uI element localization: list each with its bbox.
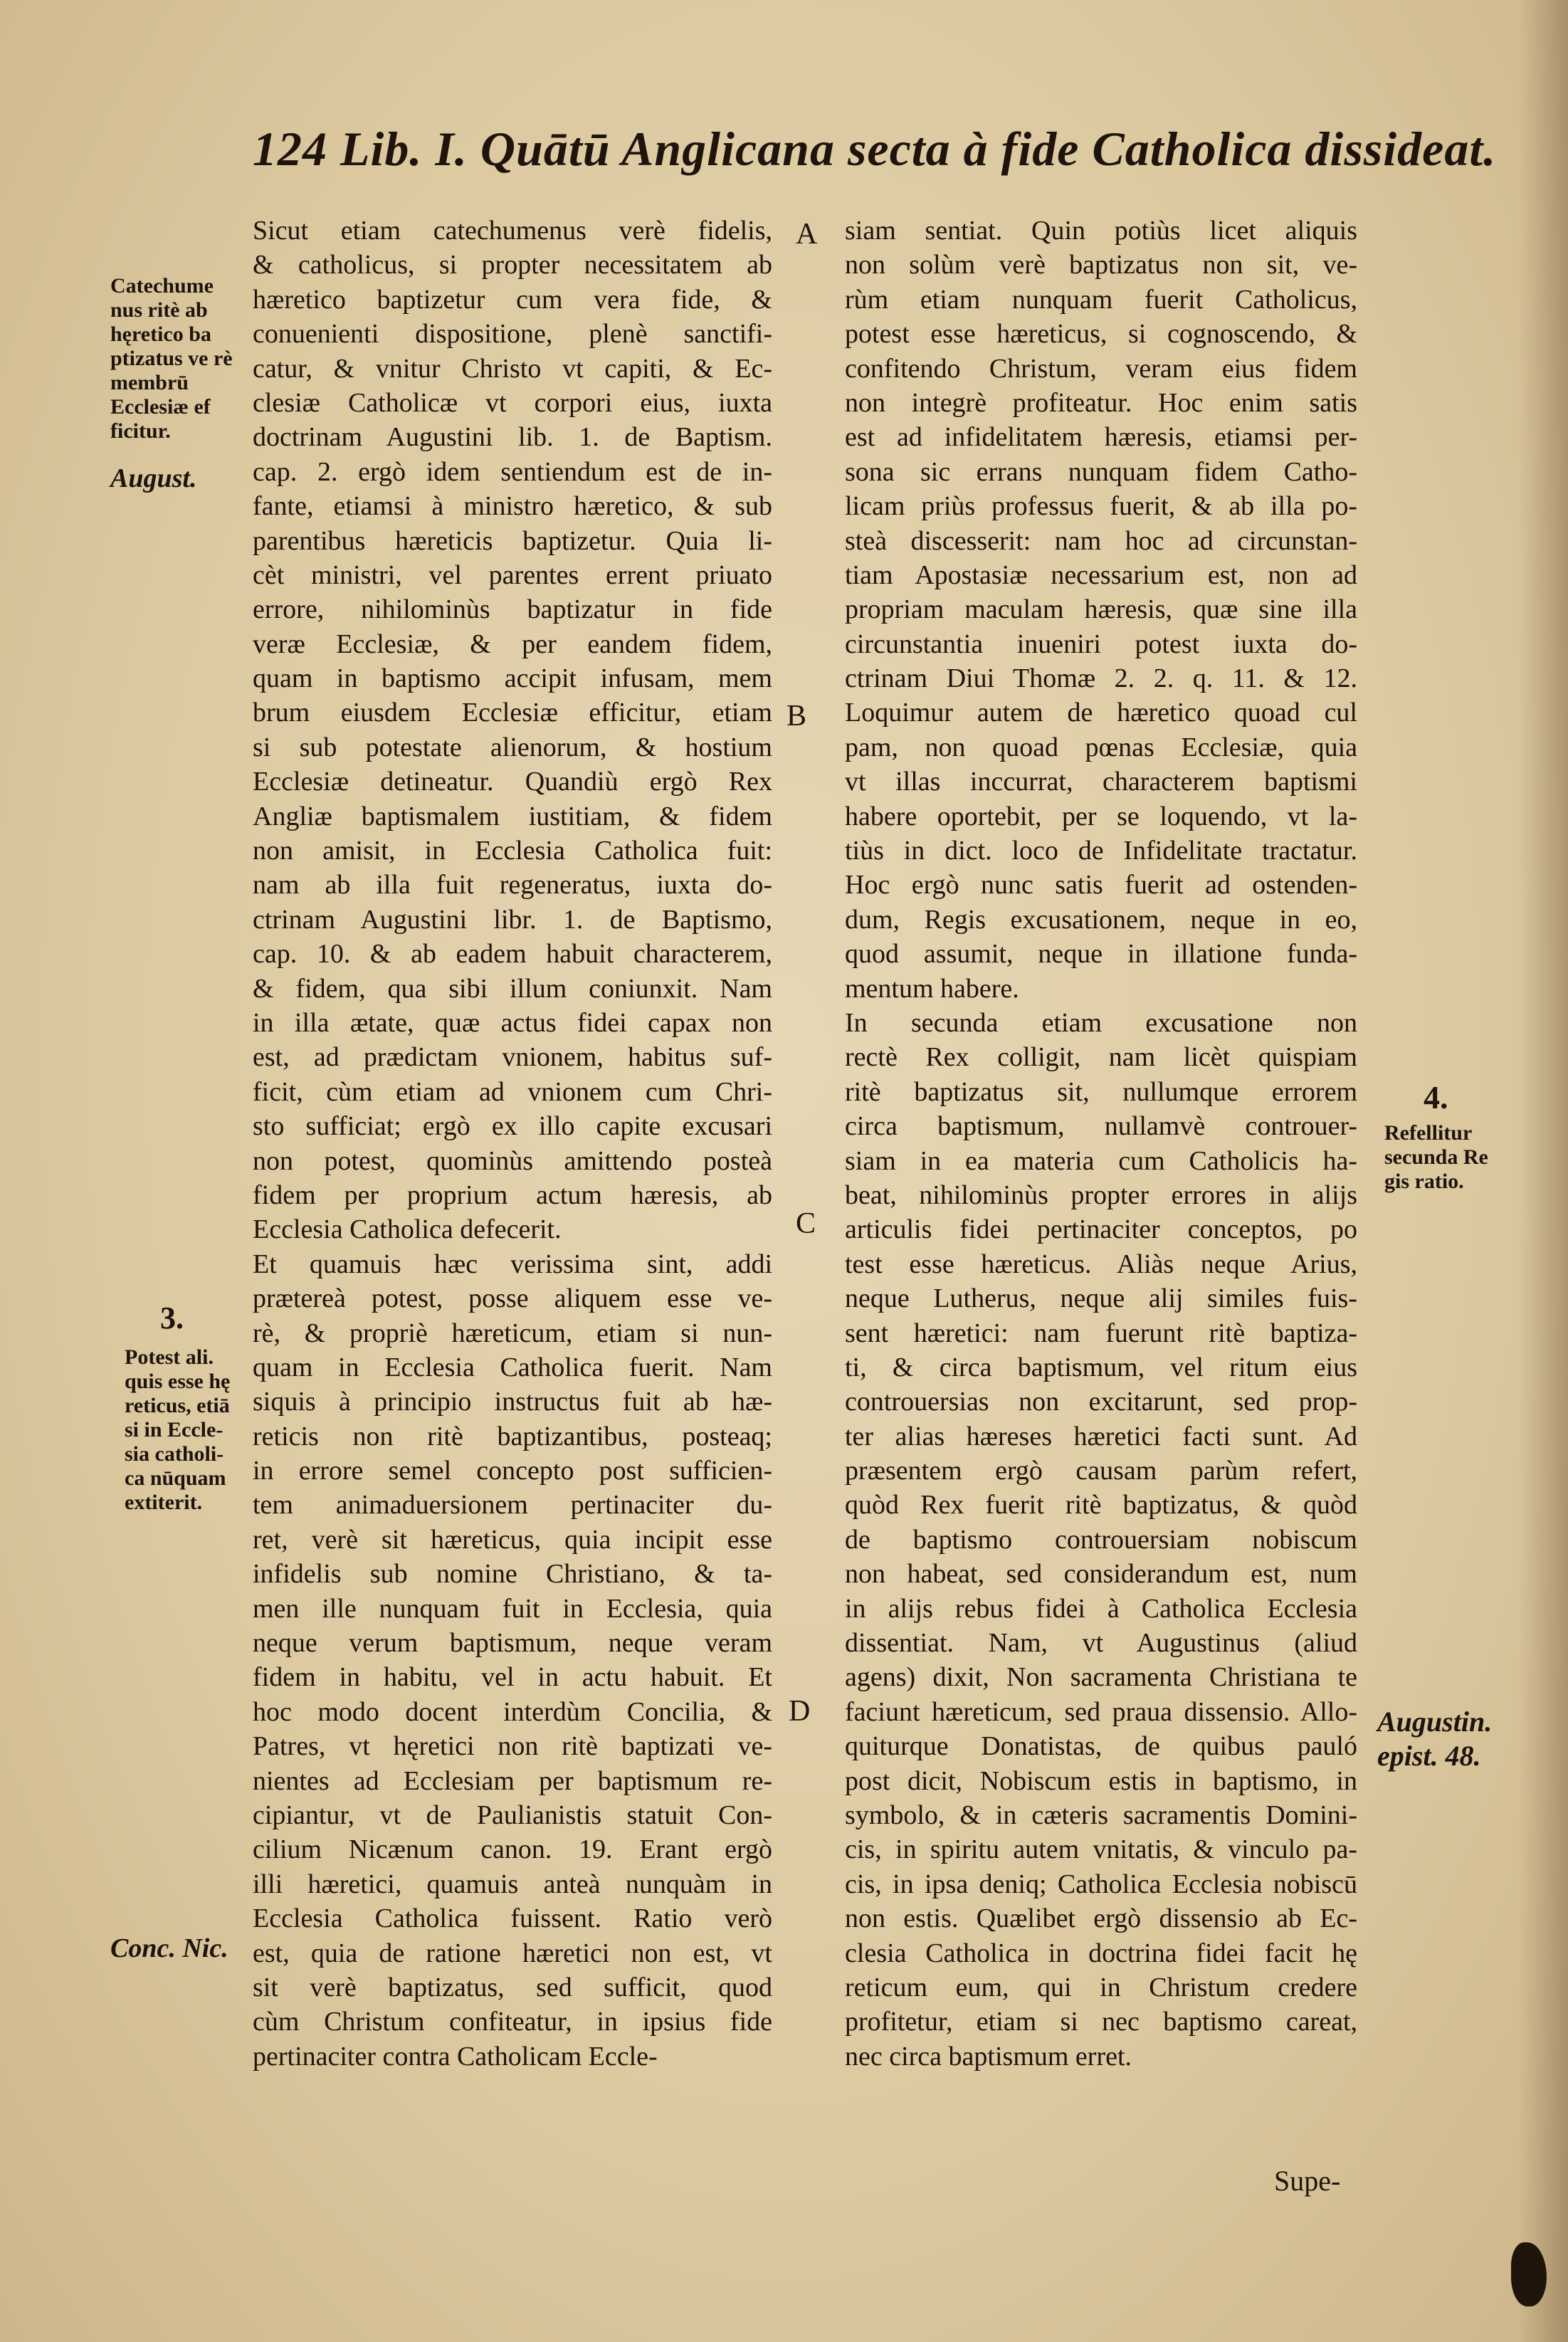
text-line: nam ab illa fuit regeneratus, iuxta do- [253,870,772,900]
margin-note-refellitur: Refellitur secunda Re gis ratio. [1384,1121,1488,1193]
text-line: test esse hæreticus. Aliàs neque Arius, [845,1249,1357,1279]
text-line: sent hæretici: nam fuerunt ritè baptiza- [845,1318,1357,1348]
text-line: quam in Ecclesia Catholica fuerit. Nam [253,1352,772,1382]
text-line: in alijs rebus fidei à Catholica Ecclesia [845,1593,1357,1624]
text-line: de baptismo controuersiam nobiscum [845,1524,1357,1555]
text-line: catur, & vnitur Christo vt capiti, & Ec- [253,353,772,384]
text-line: Ecclesiæ detineatur. Quandiù ergò Rex [253,767,772,797]
text-line: ret, verè sit hæreticus, quia incipit esse [253,1524,772,1555]
text-line: Sicut etiam catechumenus verè fidelis, [253,216,772,246]
text-line: sit verè baptizatus, sed sufficit, quod [253,1972,772,2002]
text-line: post dicit, Nobiscum estis in baptismo, in [845,1765,1357,1796]
text-line: si sub potestate alienorum, & hostium [253,732,772,762]
text-line: non habeat, sed considerandum est, num [845,1559,1357,1590]
text-line: symbolo, & in cæteris sacramentis Domini- [845,1800,1357,1830]
text-line: sto sufficiat; ergò ex illo capite excusari [253,1111,772,1142]
text-line: præsentem ergò causam parùm refert, [845,1456,1357,1486]
text-line: In secunda etiam excusatione non [845,1007,1357,1038]
text-line: Ecclesia Catholica fuissent. Ratio verò [253,1903,772,1934]
text-line: est ad infidelitatem hæresis, etiamsi per- [845,422,1357,453]
text-line: quiturque Donatistas, de quibus pauló [845,1731,1357,1762]
text-line: quam in baptismo accipit infusam, mem [253,663,772,694]
margin-number-4: 4. [1424,1079,1448,1115]
text-line: steà discesserit: nam hoc ad circunstan- [845,525,1357,556]
text-line: non estis. Quælibet ergò dissensio ab Ec- [845,1903,1357,1934]
text-line: ctrinam Augustini libr. 1. de Baptismo, [253,904,772,935]
text-line: controuersias non excitarunt, sed prop- [845,1387,1357,1417]
text-line: tem animaduersionem pertinaciter du- [253,1490,772,1521]
text-line: beat, nihilominùs propter errores in alijs [845,1180,1357,1210]
text-line: in errore semel concepto post sufficien- [253,1456,772,1486]
text-line: fante, etiamsi à ministro hæretico, & sub [253,491,772,522]
text-line: fidem per proprium actum hæresis, ab [253,1180,772,1210]
margin-note-heretic: Potest ali. quis esse hę reticus, etiā si in Eccle- sia catholi- ca nūquam extiterit. [125,1345,231,1514]
text-line: cis, in spiritu autem vnitatis, & vinculo pa- [845,1834,1357,1865]
margin-ref-conc-nic: Conc. Nic. [110,1933,228,1963]
text-line: illi hæretici, quamuis anteà nunquàm in [253,1869,772,1899]
text-line: clesiæ Catholicæ vt corpori eius, iuxta [253,387,772,418]
text-line: profitetur, etiam si nec baptismo careat, [845,2007,1357,2037]
text-line: non potest, quominùs amittendo posteà [253,1145,772,1176]
text-line: dissentiat. Nam, vt Augustinus (aliud [845,1628,1357,1659]
text-line: articulis fidei pertinaciter conceptos, po [845,1214,1357,1245]
text-line: clesia Catholica in doctrina fidei facit hę [845,1938,1357,1968]
text-line: pam, non quoad pœnas Ecclesiæ, quia [845,732,1357,762]
text-line: neque verum baptismum, neque veram [253,1628,772,1659]
text-line: cap. 2. ergò idem sentiendum est de in- [253,456,772,487]
section-letter-a: A [796,218,818,251]
text-line: Hoc ergò nunc satis fuerit ad ostenden- [845,870,1357,900]
text-line: ficit, cùm etiam ad vnionem cum Chri- [253,1076,772,1107]
page-edge-shadow [1518,0,1568,2342]
text-line: Ecclesia Catholica defecerit. [253,1214,562,1245]
left-text-column [253,214,772,2074]
text-line: prætereà potest, posse aliquem esse ve- [253,1283,772,1314]
text-line: reticum eum, qui in Christum credere [845,1972,1357,2002]
text-line: vt illas inccurrat, characterem baptismi [845,767,1357,797]
text-line: est, ad prædictam vnionem, habitus suf- [253,1042,772,1073]
text-line: in illa ætate, quæ actus fidei capax non [253,1007,772,1038]
text-line: ter alias hæreses hæretici facti sunt. Ad [845,1421,1357,1451]
text-line: conuenienti dispositione, plenè sanctifi- [253,319,772,350]
text-line: brum eiusdem Ecclesiæ efficitur, etiam [253,698,772,728]
text-line: Et quamuis hæc verissima sint, addi [253,1249,772,1279]
text-line: sona sic errans nunquam fidem Catho- [845,456,1357,487]
text-line: rectè Rex colligit, nam licèt quispiam [845,1042,1357,1073]
margin-ref-augustin-epist: Augustin. epist. 48. [1377,1706,1493,1772]
text-line: veræ Ecclesiæ, & per eandem fidem, [253,629,772,659]
text-line: non solùm verè baptizatus non sit, ve- [845,250,1357,280]
text-line: cùm Christum confiteatur, in ipsius fide [253,2007,772,2037]
text-line: cis, in ipsa deniq; Catholica Ecclesia nobiscū [845,1869,1357,1899]
text-line: est, quia de ratione hæretici non est, vt [253,1938,772,1968]
text-line: ritè baptizatus sit, nullumque errorem [845,1076,1357,1107]
margin-note-catechumen: Catechume nus ritè ab hęretico ba ptizatus ve rè membrū Ecclesiæ ef ficitur. [110,274,233,443]
text-line: errore, nihilominùs baptizatur in fide [253,594,772,625]
text-line: neque Lutherus, neque alij similes fuis- [845,1283,1357,1314]
text-line: mentum habere. [845,973,1019,1004]
margin-ref-august: August. [110,463,197,493]
text-line: dum, Regis excusationem, neque in eo, [845,904,1357,935]
text-line: nientes ad Ecclesiam per baptismum re- [253,1765,772,1796]
text-line: circa baptismum, nullamvè controuer- [845,1111,1357,1142]
text-line: tiam Apostasiæ necessarium est, non ad [845,560,1357,590]
text-line: confitendo Christum, veram eius fidem [845,353,1357,384]
text-line: Loquimur autem de hæretico quoad cul [845,698,1357,728]
text-line: rè, & propriè hæreticum, etiam si nun- [253,1318,772,1348]
text-line: licam priùs professus fuerit, & ab illa po- [845,491,1357,522]
text-line: ctrinam Diui Thomæ 2. 2. q. 11. & 12. [845,663,1357,694]
text-line: non amisit, in Ecclesia Catholica fuit: [253,836,772,866]
section-letter-c: C [796,1207,816,1240]
catchword: Supe- [1274,2165,1341,2197]
text-line: quòd Rex fuerit ritè baptizatus, & quòd [845,1490,1357,1521]
text-line: siam in ea materia cum Catholicis ha- [845,1145,1357,1176]
text-line: & fidem, qua sibi illum coniunxit. Nam [253,973,772,1004]
running-header: 124 Lib. I. Quātū Anglicana secta à fide Catholica dissideat. [253,122,1497,176]
text-line: infidelis sub nomine Christiano, & ta- [253,1559,772,1590]
text-line: parentibus hæreticis baptizetur. Quia li- [253,525,772,556]
text-line: nec circa baptismum erret. [845,2041,1132,2071]
text-line: hoc modo docent interdùm Concilia, & [253,1696,772,1727]
text-line: hæretico baptizetur cum vera fide, & [253,284,772,315]
text-line: potest esse hæreticus, si cognoscendo, & [845,319,1357,350]
text-line: doctrinam Augustini lib. 1. de Baptism. [253,422,772,453]
text-line: & catholicus, si propter necessitatem ab [253,250,772,280]
text-line: circunstantia inueniri potest iuxta do- [845,629,1357,659]
right-text-column [845,214,1357,2074]
text-line: cap. 10. & ab eadem habuit characterem, [253,939,772,970]
text-line: reticis non ritè baptizantibus, posteaq; [253,1421,772,1451]
section-letter-d: D [789,1695,811,1728]
text-line: Angliæ baptismalem iustitiam, & fidem [253,801,772,831]
text-line: habere oportebit, per se loquendo, vt la- [845,801,1357,831]
text-line: Patres, vt hęretici non ritè baptizati ve- [253,1731,772,1762]
text-line: cilium Nicænum canon. 19. Erant ergò [253,1834,772,1865]
text-line: quod assumit, neque in illatione funda- [845,939,1357,970]
text-line: rùm etiam nunquam fuerit Catholicus, [845,284,1357,315]
text-line: propriam maculam hæresis, quæ sine illa [845,594,1357,625]
text-line: men ille nunquam fuit in Ecclesia, quia [253,1593,772,1624]
text-line: cipiantur, vt de Paulianistis statuit Con- [253,1800,772,1830]
text-line: tiùs in dict. loco de Infidelitate tractatur. [845,836,1357,866]
text-line: pertinaciter contra Catholicam Eccle- [253,2041,658,2071]
text-line: siam sentiat. Quin potiùs licet aliquis [845,216,1357,246]
text-line: faciunt hæreticum, sed praua dissensio. Allo- [845,1696,1357,1727]
text-line: ti, & circa baptismum, vel ritum eius [845,1352,1357,1382]
text-line: agens) dixit, Non sacramenta Christiana te [845,1662,1357,1693]
margin-number-3: 3. [160,1301,184,1335]
section-letter-b: B [786,700,807,732]
text-line: non integrè profiteatur. Hoc enim satis [845,387,1357,418]
text-line: cèt ministri, vel parentes errent priuato [253,560,772,590]
text-line: siquis à principio instructus fuit ab hæ- [253,1387,772,1417]
text-line: fidem in habitu, vel in actu habuit. Et [253,1662,772,1693]
